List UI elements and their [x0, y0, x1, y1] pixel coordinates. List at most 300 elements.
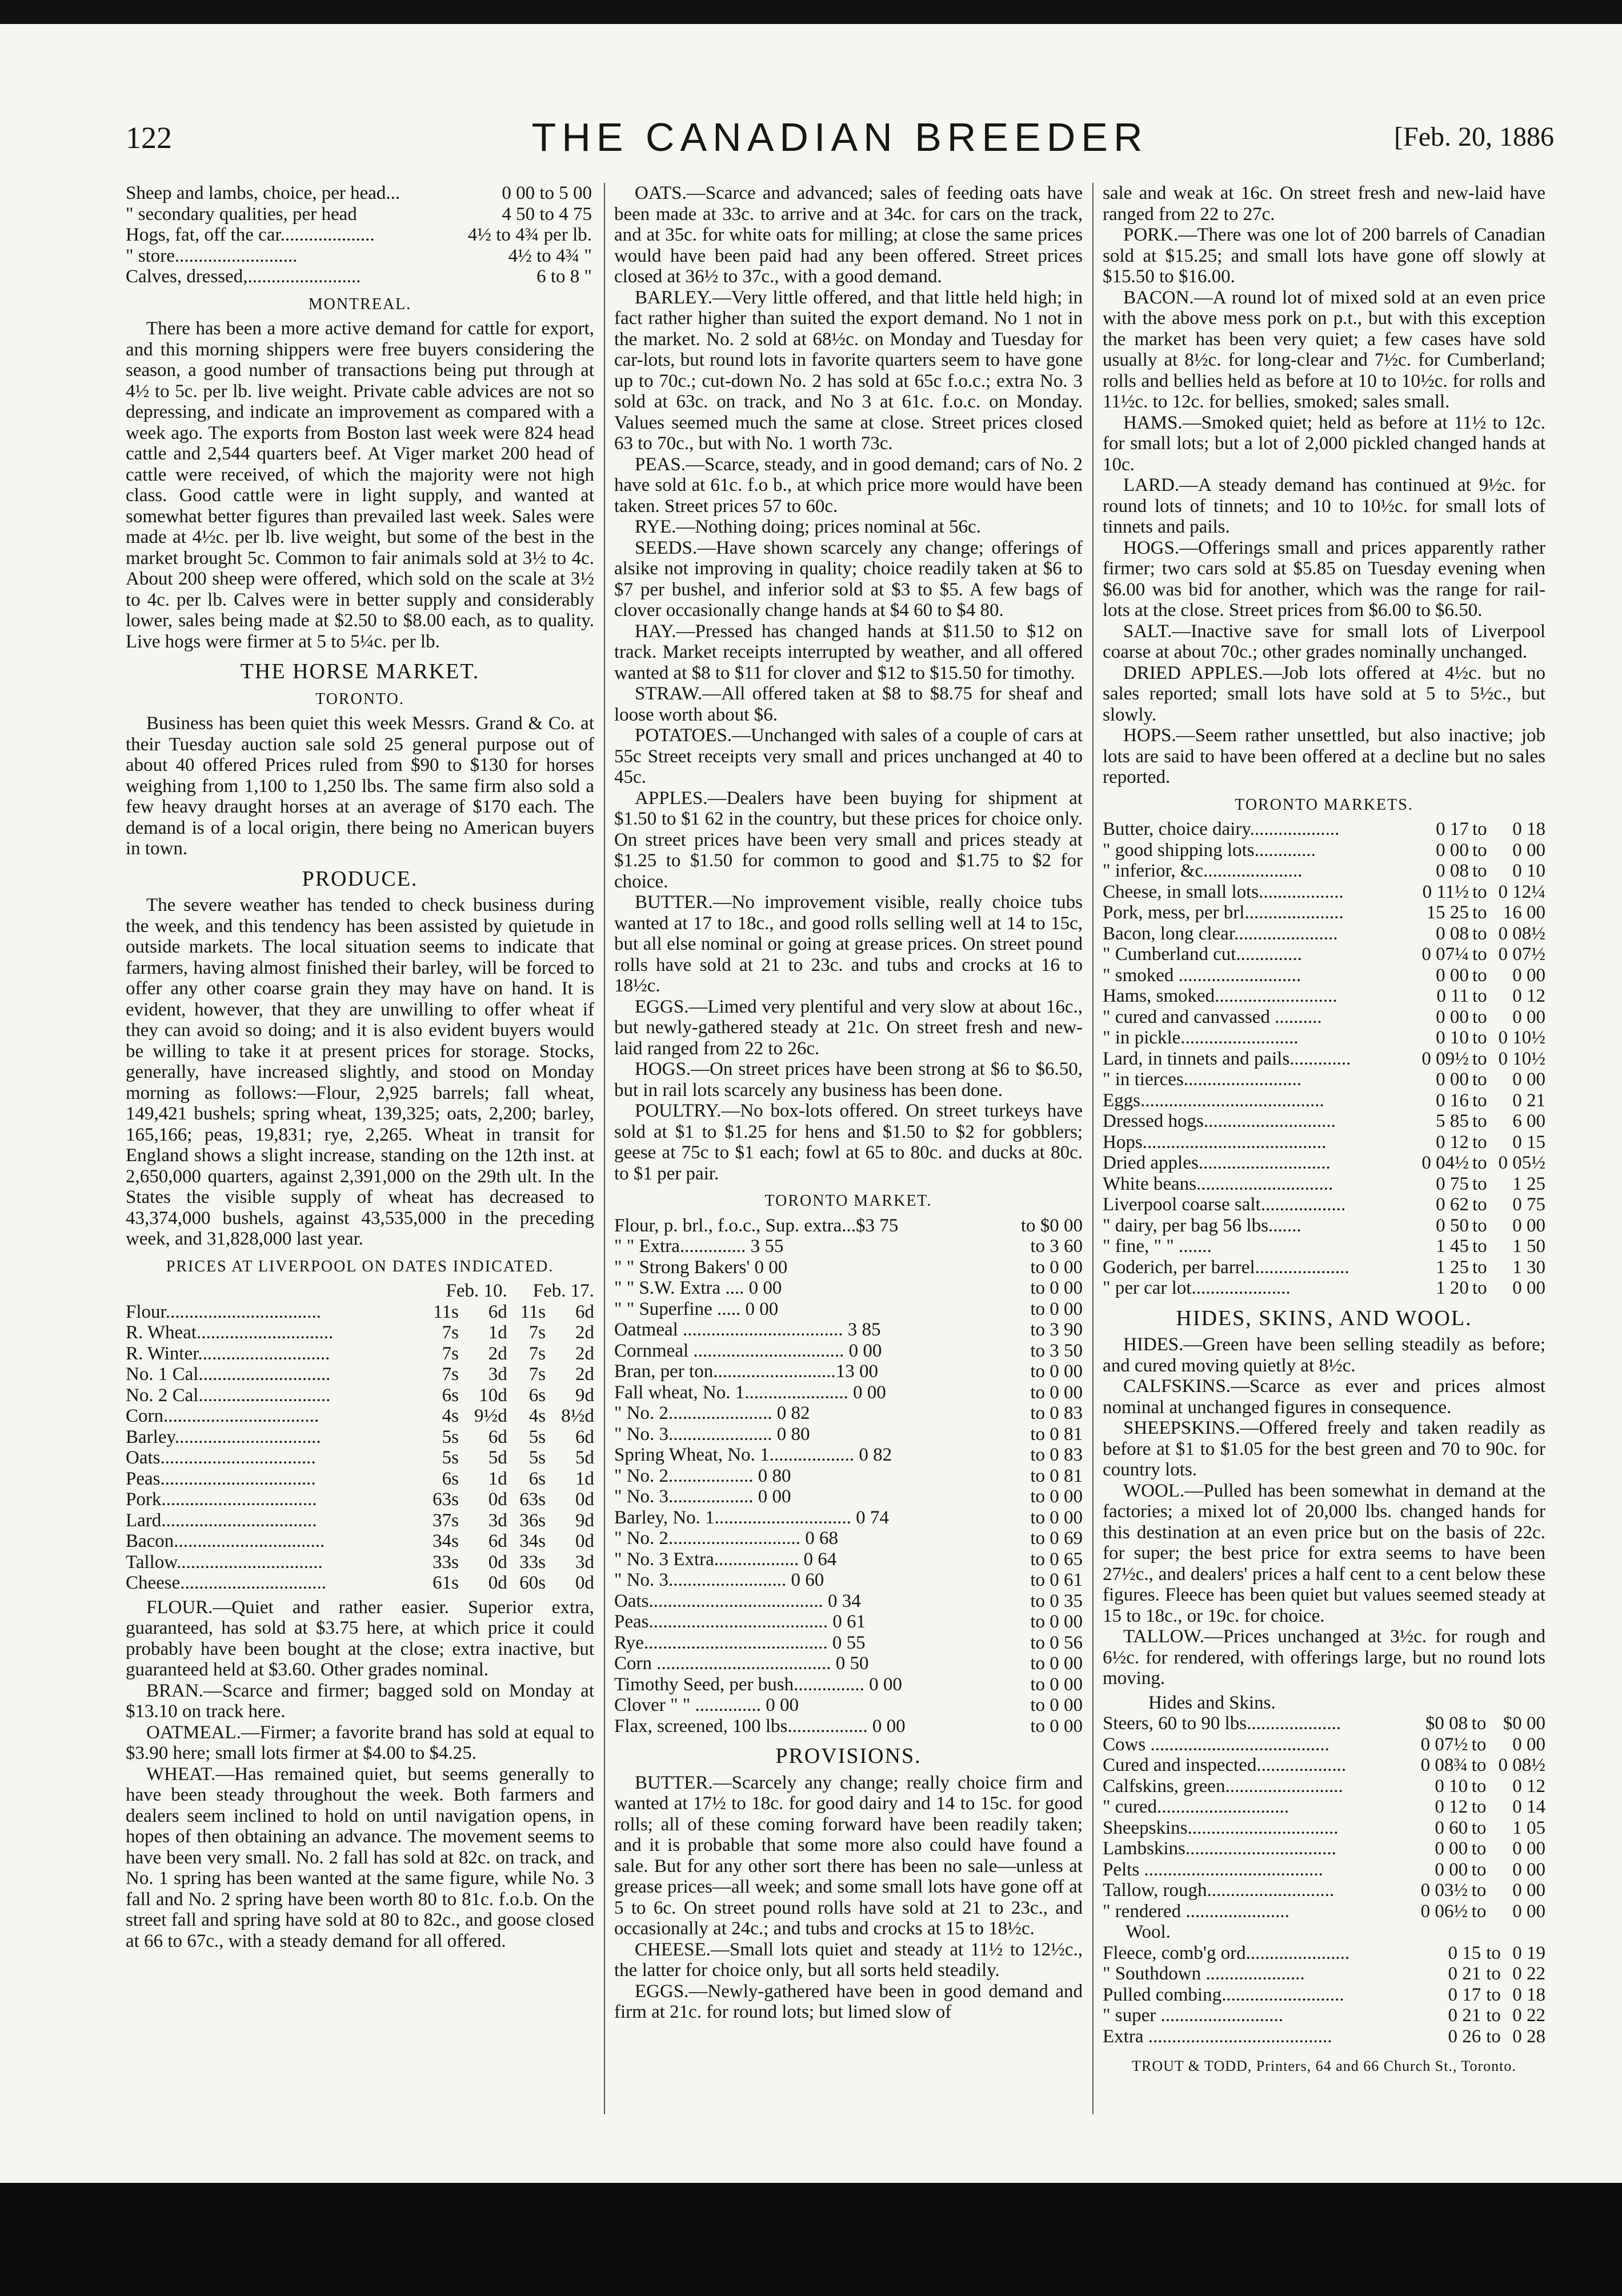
row-label: Pork.................................: [126, 1489, 317, 1510]
row-value: to 0 00: [1030, 1695, 1083, 1715]
calfskins-paragraph: CALFSKINS.—Scarce as ever and prices almost nominal at unchanged figures in consequence.: [1103, 1376, 1545, 1418]
row-value: 6d: [488, 1531, 507, 1551]
row-label: " No. 3.................. 0 00: [614, 1486, 791, 1507]
row-value: 0d: [488, 1489, 507, 1510]
row-value: to: [1472, 1194, 1487, 1215]
row-value: 0 12: [1435, 1797, 1468, 1817]
row-value: 0 10½: [1498, 1048, 1545, 1069]
column-1: [126, 183, 594, 1951]
row-value: 5d: [575, 1447, 594, 1468]
row-value: to 0 00: [1030, 1278, 1083, 1298]
row-value: to: [1486, 1984, 1501, 2005]
row-value: 0 21: [1512, 1090, 1545, 1111]
row-value: $0 08: [1425, 1713, 1468, 1734]
row-value: to 3 60: [1030, 1236, 1083, 1257]
liverpool-row: [126, 1322, 594, 1343]
row-value: 0 05½: [1498, 1153, 1545, 1173]
row-value: to: [1472, 1027, 1487, 1048]
row-label: Bran, per ton..........................13 00: [614, 1361, 878, 1382]
row-value: to 0 00: [1030, 1257, 1083, 1278]
row-value: to: [1471, 1817, 1487, 1838]
row-label: Pelts ......................................: [1103, 1859, 1323, 1880]
row-value: 37s: [432, 1510, 459, 1531]
hides-skins-subheading: Hides and Skins.: [1148, 1692, 1276, 1713]
row-value: to: [1471, 1901, 1487, 1922]
wool-table: [1103, 1943, 1545, 2047]
row-label: " Cumberland cut..............: [1103, 944, 1302, 965]
row-label: Hogs, fat, off the car....................: [126, 225, 375, 245]
row-label: Fall wheat, No. 1...................... 0 00: [614, 1382, 886, 1403]
row-value: 0 12: [1512, 986, 1545, 1006]
hides-row: [1103, 1859, 1545, 1881]
montreal-paragraph: There has been a more active demand for cattle for export, and this morning shippers were free buyers considering the season, a good number of transactions being put through at 4½ to 5c. per lb. live weight. Private cable advices are not so depressing, and indicate an improvement as compared with a week ago. The exports from Boston last week were 824 head cattle and 2,544 quarters beef. At Viger market 200 head of cattle were received, of which the majority were not high class. Good cattle were in light supply, and wanted at somewhat better figures than prevailed last week. Sales were made at 4½c. per lb. live weight, but some of the best in the market brought 5c. Common to fair animals sold at 3½ to 4c. About 200 sheep were offered, which sold on the scale at 3½ to 4c. per lb. Calves were in better supply and considerably lower, sales being made at $2.50 to $8.00 each, as to quality. Live hogs were firmer at 5 to 5¼c. per lb.: [126, 318, 594, 652]
row-label: " No. 3 Extra.................. 0 64: [614, 1549, 837, 1570]
row-value: to 0 00: [1030, 1715, 1083, 1737]
market-row: [614, 1341, 1083, 1362]
row-value: to: [1472, 1215, 1487, 1236]
poultry-paragraph: POULTRY.—No box-lots offered. On street turkeys have sold at $1 to $1.25 for hens and $1.50 to $2 for gobblers; geese at 75c to $1 each; fowl at 65 to 80c. and ducks at 80c. to $1 per pair.: [614, 1101, 1083, 1184]
row-value: to 3 50: [1030, 1340, 1083, 1361]
provisions-heading: PROVISIONS.: [775, 1744, 922, 1768]
row-value: 6 00: [1512, 1111, 1545, 1131]
markets-row: [1103, 882, 1545, 903]
row-value: 0 06½: [1420, 1901, 1468, 1922]
row-label: Cheese, in small lots..................: [1103, 881, 1344, 902]
market-row: [614, 1695, 1083, 1716]
markets-row: [1103, 1153, 1545, 1174]
row-label: Extra .......................................: [1103, 2026, 1332, 2047]
markets-row: [1103, 923, 1545, 945]
horse-market-heading: THE HORSE MARKET.: [240, 659, 480, 683]
row-value: to: [1471, 1734, 1487, 1755]
wool-rows: [1103, 1943, 1545, 2047]
row-label: Flax, screened, 100 lbs................. 0 00: [614, 1715, 906, 1737]
row-label: Rye....................................... 0 55: [614, 1632, 866, 1653]
row-value: 0 50: [1436, 1215, 1469, 1236]
row-value: to: [1471, 1859, 1487, 1880]
liverpool-col-1: Feb. 10.: [446, 1281, 507, 1301]
markets-row: [1103, 1174, 1545, 1195]
row-value: to 0 00: [1030, 1507, 1083, 1528]
row-value: 0 62: [1436, 1194, 1469, 1215]
toronto-market-heading: TORONTO MARKET.: [764, 1192, 932, 1210]
row-value: 0 08: [1436, 923, 1469, 944]
row-label: No. 2 Cal............................: [126, 1385, 331, 1406]
row-label: R. Winter............................: [126, 1343, 330, 1364]
row-value: to 0 83: [1030, 1445, 1083, 1465]
row-value: 5d: [488, 1447, 507, 1468]
market-row: [614, 1361, 1083, 1382]
row-value: 7s: [528, 1343, 546, 1364]
market-row: [614, 1570, 1083, 1591]
liverpool-row: [126, 1573, 594, 1594]
row-label: " store..........................: [126, 245, 298, 266]
row-value: 0 00: [1512, 965, 1545, 986]
row-value: 0 00: [1512, 1278, 1545, 1298]
row-value: 11s: [520, 1301, 546, 1322]
hams-paragraph: HAMS.—Smoked quiet; held as before at 11½ to 12c. for small lots; but a lot of 2,000 pickled changed hands at 10c.: [1103, 412, 1545, 475]
livestock-row: [126, 204, 594, 225]
row-value: 0 60: [1435, 1817, 1468, 1838]
provisions-butter-paragraph: BUTTER.—Scarcely any change; really choice firm and wanted at 17½ to 18c. for good dairy and 14 to 15c. for good rolls; all of these coming forward have been readily taken; and it is probable that some more also could have found a sale. But for any other sort there has been no sale—unless at grease prices—all week; and some small lots have gone off at 5 to 6c. On street pound rolls have sold at 21 to 23c., and occasionally at 24c.; and tubs and crocks at 15 to 18½c.: [614, 1772, 1083, 1939]
row-value: 1 45: [1436, 1236, 1469, 1257]
row-value: 34s: [432, 1531, 459, 1551]
row-label: " fine, " " .......: [1103, 1236, 1212, 1257]
row-value: 33s: [432, 1551, 459, 1573]
liverpool-row: [126, 1427, 594, 1448]
market-row: [614, 1445, 1083, 1466]
market-row: [614, 1466, 1083, 1487]
toronto-markets-table: [1103, 819, 1545, 1299]
wool-subheading: Wool.: [1126, 1922, 1171, 1942]
row-value: to: [1472, 861, 1487, 881]
markets-row: [1103, 861, 1545, 882]
row-label: Peas.................................: [126, 1468, 316, 1489]
row-label: Steers, 60 to 90 lbs....................: [1103, 1713, 1341, 1734]
row-value: 0 00: [1512, 1859, 1545, 1880]
row-label: Dried apples............................: [1103, 1153, 1331, 1173]
liverpool-row: [126, 1302, 594, 1323]
row-value: 0 15: [1448, 1942, 1481, 1963]
markets-row: [1103, 986, 1545, 1007]
liverpool-row: [126, 1447, 594, 1469]
row-value: 0 00 to 5 00: [502, 183, 592, 203]
lard-paragraph: LARD.—A steady demand has continued at 9½c. for round lots of tinnets; and 10 to 10½c. for small lots of tinnets and pails.: [1103, 475, 1545, 537]
produce-paragraph: The severe weather has tended to check business during the week, and this tendency has been assisted by quietude in outside markets. The local situation seems to indicate that farmers, having almost finished their barley, will be forced to offer any other coarse grain they may have on hand. It is evident, however, that they are unwilling to offer wheat if they can avoid so doing; and it is also evident buyers would be willing to take it at present prices for storage. Stocks, generally, have increased slightly, and stood on Monday morning as follows:—Flour, 2,925 barrels; fall wheat, 149,421 bushels; spring wheat, 139,325; oats, 2,200; barley, 165,166; peas, 19,831; rye, 2,265. Wheat in transit for England shows a slight increase, standing on the 12th inst. at 2,650,000 quarters, against 2,391,000 on the 29th ult. In the States the visible supply of wheat has decreased to 43,374,000 bushels, against 43,535,000 in the preceding week, and 31,828,000 last year.: [126, 895, 594, 1249]
row-value: 0 17: [1448, 1984, 1481, 2005]
row-value: 3d: [488, 1510, 507, 1531]
market-row: [614, 1507, 1083, 1529]
markets-row: [1103, 840, 1545, 861]
row-label: " in pickle.........................: [1103, 1027, 1299, 1048]
row-value: 0 28: [1512, 2026, 1545, 2047]
row-value: 63s: [432, 1489, 459, 1510]
livestock-table: [126, 183, 594, 287]
row-value: 0 19: [1512, 1942, 1545, 1963]
liverpool-rows: [126, 1302, 594, 1594]
row-value: to 0 69: [1030, 1528, 1083, 1549]
row-label: " " S.W. Extra .... 0 00: [614, 1278, 782, 1298]
row-value: 0 21: [1448, 1963, 1481, 1984]
hides-row: [1103, 1755, 1545, 1776]
hides-paragraph: HIDES.—Green have been selling steadily as before; and cured moving quietly at 8½c.: [1103, 1334, 1545, 1376]
horse-market-subheading: TORONTO.: [315, 690, 405, 708]
wool-row: [1103, 2005, 1545, 2026]
row-value: 0 12: [1512, 1775, 1545, 1797]
row-label: Cornmeal ................................ 0 00: [614, 1340, 882, 1361]
row-value: 6s: [528, 1385, 546, 1406]
liverpool-heading: PRICES AT LIVERPOOL ON DATES INDICATED.: [166, 1257, 554, 1275]
row-label: Hops.......................................: [1103, 1131, 1327, 1153]
row-value: to: [1472, 1048, 1487, 1069]
row-value: 60s: [519, 1573, 546, 1593]
market-row: [614, 1424, 1083, 1445]
markets-row: [1103, 944, 1545, 965]
row-value: 0 00: [1436, 1006, 1469, 1027]
row-label: Sheep and lambs, choice, per head...: [126, 183, 401, 203]
row-value: 1 30: [1512, 1257, 1545, 1278]
row-label: Hams, smoked..........................: [1103, 986, 1337, 1006]
row-label: " dairy, per bag 56 lbs.......: [1103, 1215, 1301, 1236]
peas-paragraph: PEAS.—Scarce, steady, and in good demand; cars of No. 2 have sold at 61c. f.o b., at which price more would have been taken. Street prices 57 to 60c.: [614, 454, 1083, 517]
row-value: to: [1472, 923, 1487, 944]
bottom-scan-border: [0, 2183, 1622, 2296]
row-value: to: [1472, 1090, 1487, 1111]
column-2: [614, 183, 1083, 2023]
hides-row: [1103, 1818, 1545, 1839]
row-label: White beans.............................: [1103, 1173, 1333, 1194]
row-value: 0 00: [1435, 1838, 1468, 1859]
row-value: 0 18: [1512, 1984, 1545, 2005]
row-value: 9d: [575, 1510, 594, 1531]
row-value: 16 00: [1503, 902, 1545, 923]
row-value: to: [1471, 1775, 1487, 1797]
row-label: " No. 3...................... 0 80: [614, 1423, 810, 1445]
liverpool-row: [126, 1531, 594, 1552]
row-value: 0 17: [1436, 819, 1469, 839]
row-value: to 0 00: [1030, 1486, 1083, 1507]
row-value: 0 26: [1448, 2026, 1481, 2047]
row-value: 0 11: [1436, 986, 1469, 1006]
eggs-paragraph: EGGS.—Limed very plentiful and very slow at about 16c., but newly-gathered steady at 21c. On street fresh and new-laid ranged from 22 to 26c.: [614, 996, 1083, 1059]
oatmeal-paragraph: OATMEAL.—Firmer; a favorite brand has sold at equal to $3.90 here; small lots firmer at $4.00 to $4.25.: [126, 1722, 594, 1763]
row-value: 0 00: [1512, 1006, 1545, 1027]
top-scan-border: [0, 0, 1622, 24]
row-label: " No. 2.................. 0 80: [614, 1465, 791, 1486]
row-value: 34s: [519, 1531, 546, 1551]
row-value: 0 00: [1435, 1859, 1468, 1880]
row-value: 5 85: [1436, 1111, 1469, 1131]
row-label: Flour, p. brl., f.o.c., Sup. extra...$3 75: [614, 1215, 899, 1236]
market-row: [614, 1486, 1083, 1507]
row-label: Calfskins, green.........................: [1103, 1775, 1343, 1797]
row-value: to $0 00: [1020, 1215, 1083, 1236]
markets-row: [1103, 965, 1545, 986]
sheepskins-paragraph: SHEEPSKINS.—Offered freely and taken readily as before at $1 to $1.05 for the best green and 70 to 90c. for country lots.: [1103, 1418, 1545, 1480]
row-value: to: [1471, 1713, 1487, 1734]
row-label: Flour.................................: [126, 1301, 321, 1322]
row-value: 0 07½: [1420, 1734, 1468, 1755]
markets-row: [1103, 1194, 1545, 1215]
livestock-rows: [126, 183, 594, 287]
row-label: Lard, in tinnets and pails.............: [1103, 1048, 1351, 1069]
markets-row: [1103, 902, 1545, 923]
market-row: [614, 1653, 1083, 1674]
hides-row: [1103, 1776, 1545, 1797]
row-value: 15 25: [1426, 902, 1469, 923]
market-row: [614, 1257, 1083, 1278]
row-value: 0 07½: [1498, 944, 1545, 965]
row-value: to: [1471, 1797, 1487, 1817]
row-label: Timothy Seed, per bush............... 0 00: [614, 1674, 902, 1695]
row-label: Tallow, rough...........................: [1103, 1880, 1335, 1901]
liverpool-row: [126, 1510, 594, 1531]
row-value: 4½ to 4¾ per lb.: [467, 225, 592, 245]
row-value: to: [1472, 1257, 1487, 1278]
market-row: [614, 1299, 1083, 1320]
dried-apples-paragraph: DRIED APPLES.—Job lots offered at 4½c. but no sales reported; small lots have sold at 5 to 5½c., but slowly.: [1103, 662, 1545, 725]
market-row: [614, 1674, 1083, 1695]
hides-row: [1103, 1797, 1545, 1818]
row-label: Lambskins................................: [1103, 1838, 1336, 1859]
bacon-paragraph: BACON.—A round lot of mixed sold at an even price with the above mess pork on p.t., but with this exception the market has been very quiet; a few cases have sold usually at 8½c. for long-clear and 7½c. for Cumberland; rolls and bellies held as before at 10 to 10½c. for rolls and 11½c. to 12c. for bellies, smoked; sales small.: [1103, 287, 1545, 412]
row-value: to: [1472, 944, 1487, 965]
row-value: 7s: [442, 1343, 459, 1364]
row-value: 2d: [575, 1364, 594, 1385]
row-value: to: [1472, 986, 1487, 1006]
row-label: Goderich, per barrel....................: [1103, 1257, 1349, 1278]
row-value: to: [1472, 902, 1487, 923]
apples-paragraph: APPLES.—Dealers have been buying for shipment at $1.50 to $1 62 in the country, but these prices for choice only. On street prices have been very small and prices steady at $1.25 to $1.50 for common to good and $1.75 to $2 for choice.: [614, 787, 1083, 892]
livestock-row: [126, 183, 594, 204]
horse-market-paragraph: Business has been quiet this week Messrs. Grand & Co. at their Tuesday auction sale sold 25 general purpose out of about 40 offered Prices ruled from $90 to $130 for horses weighing from 1,100 to 1,250 lbs. The same firm also sold a few heavy draught horses at an average of $170 each. The demand is of a local origin, there being no American buyers in town.: [126, 713, 594, 859]
row-label: " inferior, &c.....................: [1103, 861, 1303, 881]
row-value: 5s: [442, 1426, 459, 1447]
row-value: to 0 65: [1030, 1549, 1083, 1570]
row-label: " good shipping lots.............: [1103, 839, 1316, 861]
market-row: [614, 1319, 1083, 1341]
row-value: 0 00: [1436, 965, 1469, 986]
row-value: 0 10: [1512, 861, 1545, 881]
row-value: to: [1486, 2026, 1501, 2047]
row-value: 7s: [442, 1364, 459, 1385]
salt-paragraph: SALT.—Inactive save for small lots of Liverpool coarse at about 70c.; other grades nominally unchanged.: [1103, 621, 1545, 662]
row-label: " rendered ......................: [1103, 1901, 1289, 1922]
row-value: 9½d: [474, 1406, 507, 1426]
row-value: 1 05: [1512, 1817, 1545, 1838]
row-value: 63s: [519, 1489, 546, 1510]
row-label: Pulled combing..........................: [1103, 1984, 1344, 2005]
row-label: Dressed hogs............................: [1103, 1111, 1336, 1131]
row-value: 0 09½: [1421, 1048, 1469, 1069]
market-row: [614, 1528, 1083, 1549]
market-row: [614, 1611, 1083, 1633]
wool-row: [1103, 1943, 1545, 1964]
row-value: 6d: [488, 1301, 507, 1322]
row-label: " secondary qualities, per head: [126, 203, 357, 225]
tallow-paragraph: TALLOW.—Prices unchanged at 3½c. for rough and 6½c. for rendered, with offerings large, but no round lots moving.: [1103, 1626, 1545, 1689]
hides-skins-table: [1103, 1713, 1545, 1922]
row-value: 0 22: [1512, 1963, 1545, 1984]
liverpool-row: [126, 1406, 594, 1427]
row-value: 5s: [442, 1447, 459, 1468]
row-value: 0d: [488, 1551, 507, 1573]
row-value: to 0 81: [1030, 1423, 1083, 1445]
market-row: [614, 1716, 1083, 1737]
row-label: " cured............................: [1103, 1797, 1289, 1817]
row-value: to 0 61: [1030, 1570, 1083, 1590]
row-value: 0 00: [1436, 839, 1469, 861]
row-value: 6s: [442, 1468, 459, 1489]
row-label: " No. 2...................... 0 82: [614, 1403, 810, 1423]
row-value: to: [1472, 819, 1487, 839]
row-value: 6d: [488, 1426, 507, 1447]
hides-row: [1103, 1734, 1545, 1755]
row-label: Cured and inspected...................: [1103, 1755, 1347, 1775]
row-value: to: [1472, 1236, 1487, 1257]
row-label: Oats..................................... 0 34: [614, 1590, 861, 1611]
row-value: 0 00: [1512, 1880, 1545, 1901]
row-value: 0 00: [1512, 1215, 1545, 1236]
row-label: Calves, dressed,........................: [126, 266, 361, 287]
issue-date: [Feb. 20, 1886: [1394, 122, 1554, 152]
row-value: 0 11½: [1422, 881, 1469, 902]
row-value: 0 12¼: [1498, 881, 1545, 902]
row-label: No. 1 Cal............................: [126, 1364, 331, 1385]
market-row: [614, 1549, 1083, 1570]
toronto-markets-heading: TORONTO MARKETS.: [1235, 795, 1413, 814]
hides-heading: HIDES, SKINS, AND WOOL.: [1176, 1306, 1472, 1330]
row-value: to 0 00: [1030, 1298, 1083, 1319]
row-value: 6s: [528, 1468, 546, 1489]
row-value: 0 10: [1435, 1775, 1468, 1797]
row-label: Eggs.......................................: [1103, 1090, 1324, 1111]
row-value: to 0 83: [1030, 1403, 1083, 1423]
row-label: Lard.................................: [126, 1510, 317, 1531]
row-label: Peas...................................... 0 61: [614, 1611, 866, 1632]
markets-row: [1103, 1007, 1545, 1028]
provisions-eggs-paragraph: EGGS.—Newly-gathered have been in good demand and firm at 21c. for round lots; but limed slow of: [614, 1981, 1083, 2022]
market-row: [614, 1278, 1083, 1299]
printer-imprint: TROUT & TODD, Printers, 64 and 66 Church St., Toronto.: [1132, 2058, 1516, 2074]
row-value: 0 00: [1512, 1838, 1545, 1859]
markets-row: [1103, 819, 1545, 840]
market-row: [614, 1236, 1083, 1257]
row-value: 4 50 to 4 75: [502, 203, 592, 225]
row-value: 0 10: [1436, 1027, 1469, 1048]
barley-paragraph: BARLEY.—Very little offered, and that little held high; in fact rather higher than suited the export demand. No 1 not in the market. No. 2 sold at 68½c. on Monday and Tuesday for car-lots, but round lots in favorite quarters seem to have gone up to 70c.; cut-down No. 2 has sold at 65c f.o.c.; extra No. 3 sold at 63c. on track, and No 3 at 61c. f.o.c. on Monday. Values seemed much the same at close. Street prices closed 63 to 70c., but with No. 1 worth 73c.: [614, 287, 1083, 454]
row-value: to 0 00: [1030, 1382, 1083, 1403]
row-value: 5s: [528, 1447, 546, 1468]
markets-row: [1103, 1215, 1545, 1237]
row-value: 4s: [442, 1406, 459, 1426]
row-value: to: [1486, 1942, 1501, 1963]
row-value: to: [1472, 1111, 1487, 1131]
markets-row: [1103, 1027, 1545, 1049]
row-label: Corn ..................................... 0 50: [614, 1653, 869, 1674]
row-value: to: [1472, 1278, 1487, 1298]
row-value: 0 12: [1436, 1131, 1469, 1153]
row-value: 1 20: [1436, 1278, 1469, 1298]
row-value: to 3 90: [1030, 1319, 1083, 1340]
column-rule: [1092, 183, 1094, 2114]
row-value: 1 25: [1436, 1257, 1469, 1278]
straw-paragraph: STRAW.—All offered taken at $8 to $8.75 for sheaf and loose worth about $6.: [614, 683, 1083, 725]
liverpool-col-2: Feb. 17.: [532, 1281, 594, 1301]
row-value: 3d: [575, 1551, 594, 1573]
row-label: Fleece, comb'g ord......................: [1103, 1942, 1350, 1963]
row-value: 1d: [488, 1322, 507, 1343]
row-value: 7s: [528, 1364, 546, 1385]
markets-row: [1103, 1132, 1545, 1153]
wool-row: [1103, 2026, 1545, 2047]
row-label: " super ..........................: [1103, 2005, 1283, 2026]
page-number: 122: [126, 121, 172, 155]
row-value: to: [1472, 1173, 1487, 1194]
wheat-paragraph: WHEAT.—Has remained quiet, but seems generally to have been steady throughout the week. Both farmers and dealers seem inclined to hold on until navigation opens, in hopes of then obtaining an advance. The movement seems to have been very small. No. 2 fall has sold at 82c. on track, and No. 1 spring has been wanted at the same figure, while No. 3 fall and No. 2 spring have been worth 80 to 81c. f.o.b. On the street fall and spring have sold at 80 to 82c., and goose closed at 66 to 67c., with a steady demand for all offered.: [126, 1763, 594, 1951]
row-value: 0 07¼: [1421, 944, 1469, 965]
row-label: Bacon, long clear......................: [1103, 923, 1338, 944]
row-value: 0d: [575, 1573, 594, 1593]
liverpool-row: [126, 1364, 594, 1385]
row-value: to: [1486, 1963, 1501, 1984]
row-value: 0 00: [1512, 1069, 1545, 1090]
hay-paragraph: HAY.—Pressed has changed hands at $11.50 to $12 on track. Market receipts interrupted by weather, and all offered wanted at $8 to $11 for clover and $12 to $15.50 for timothy.: [614, 621, 1083, 683]
page-header: [126, 114, 1554, 166]
row-value: 0 21: [1448, 2005, 1481, 2026]
row-value: 6d: [575, 1301, 594, 1322]
row-value: 2d: [575, 1343, 594, 1364]
